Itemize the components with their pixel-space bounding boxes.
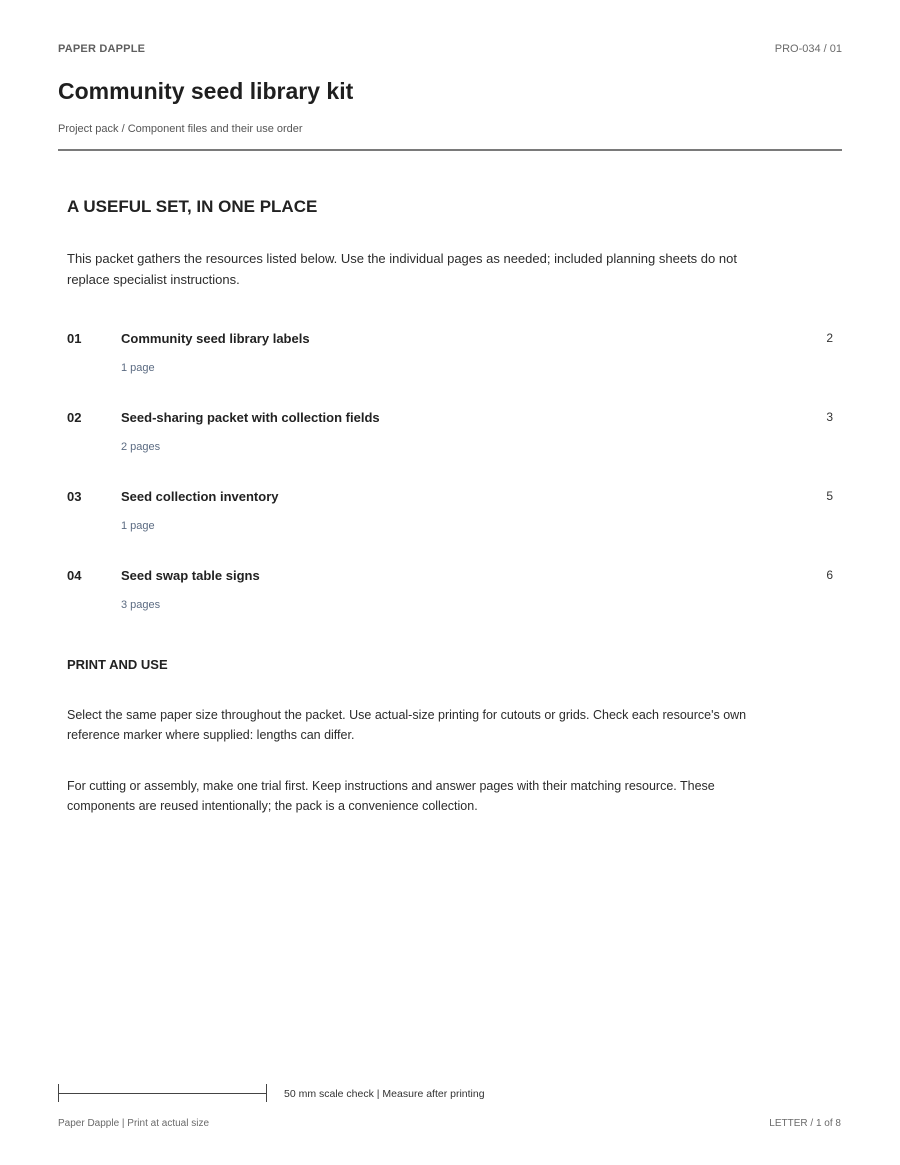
page-title: Community seed library kit (58, 78, 354, 104)
item-number: 04 (67, 568, 82, 583)
contents-list (67, 331, 833, 647)
scale-check-bar (58, 1084, 268, 1104)
item-page-number: 6 (826, 568, 833, 582)
item-page-number: 3 (826, 410, 833, 424)
print-use-heading: PRINT AND USE (67, 657, 168, 672)
contents-item (67, 568, 833, 647)
contents-item (67, 331, 833, 410)
page-subtitle: Project pack / Component files and their use order (58, 123, 303, 135)
item-title: Seed collection inventory (121, 489, 279, 504)
item-page-number: 5 (826, 489, 833, 503)
section-heading: A USEFUL SET, IN ONE PLACE (67, 197, 318, 216)
item-page-count: 2 pages (121, 441, 161, 453)
footer-page-info: LETTER / 1 of 8 (769, 1118, 841, 1129)
scale-tick-end (266, 1084, 267, 1102)
item-number: 03 (67, 489, 82, 504)
item-title: Seed swap table signs (121, 568, 260, 583)
header-divider (58, 149, 842, 151)
item-page-count: 3 pages (121, 599, 161, 611)
item-title: Community seed library labels (121, 331, 310, 346)
footer-note: Paper Dapple | Print at actual size (58, 1118, 210, 1129)
print-use-paragraph: Select the same paper size throughout the packet. Use actual-size printing for cutouts or grids. Check each resource's own reference marker where supplied: lengths can differ. (67, 708, 747, 742)
assembly-paragraph: For cutting or assembly, make one trial first. Keep instructions and answer pages with their matching resource. These components are reused intentionally; the pack is a convenience collection. (67, 779, 715, 813)
item-number: 02 (67, 410, 82, 425)
brand-name: PAPER DAPPLE (58, 43, 146, 55)
contents-item (67, 410, 833, 489)
document-code: PRO-034 / 01 (774, 43, 842, 55)
scale-line (58, 1093, 266, 1094)
top-meta-bar (58, 43, 842, 57)
contents-item (67, 489, 833, 568)
item-page-count: 1 page (121, 362, 155, 374)
intro-paragraph: This packet gathers the resources listed below. Use the individual pages as needed; included planning sheets do not replace specialist instructions. (67, 251, 737, 287)
item-title: Seed-sharing packet with collection fields (121, 410, 380, 425)
item-page-number: 2 (826, 331, 833, 345)
item-number: 01 (67, 331, 82, 346)
scale-check-label: 50 mm scale check | Measure after printing (284, 1088, 485, 1100)
item-page-count: 1 page (121, 520, 155, 532)
